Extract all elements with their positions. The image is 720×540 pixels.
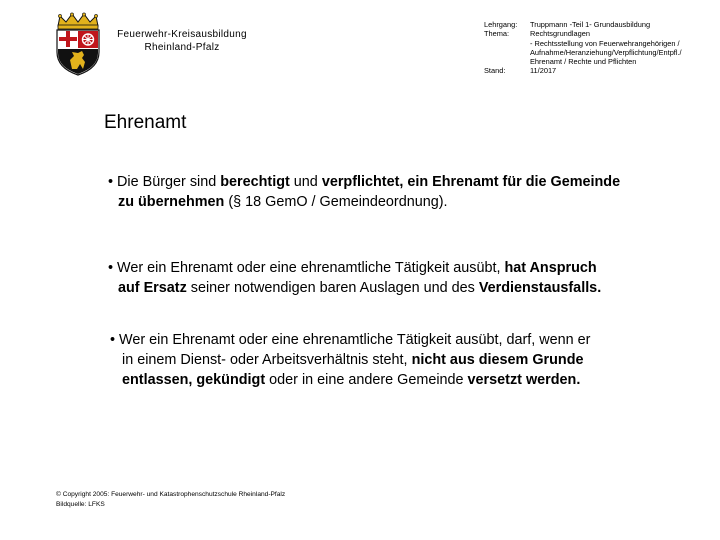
bullet-3-line-3: entlassen, gekündigt oder in eine andere Gemeinde versetzt werden. xyxy=(122,372,581,388)
topic-line-3: Aufnahme/Heranziehung/Verpflichtung/Entpfl./ xyxy=(530,47,682,57)
course-value: Truppmann -Teil 1- Grundausbildung xyxy=(530,20,651,29)
bullet-1-line-1: • Die Bürger sind berechtigt und verpflichtet, ein Ehrenamt für die Gemeinde xyxy=(108,174,621,190)
bullet-1-line-2: zu übernehmen (§ 18 GemO / Gemeindeordnung). xyxy=(118,194,448,210)
course-label: Lehrgang: xyxy=(484,20,518,29)
topic-label: Thema: xyxy=(484,29,510,39)
organization-name xyxy=(112,28,252,54)
bullet-2-line-1: • Wer ein Ehrenamt oder eine ehrenamtliche Tätigkeit ausübt, hat Anspruch xyxy=(108,260,597,276)
image-source-text: Bildquelle: LFKS xyxy=(56,500,105,508)
date-label: Stand: xyxy=(484,66,506,76)
slide-title: Ehrenamt xyxy=(104,112,187,133)
copyright-text: © Copyright 2005: Feuerwehr- und Katastrophenschutzschule Rheinland-Pfalz xyxy=(56,491,286,498)
org-line-1: Feuerwehr-Kreisausbildung xyxy=(117,29,247,40)
topic-line-4: Ehrenamt / Rechte und Pflichten xyxy=(530,57,637,67)
bullet-1 xyxy=(108,172,698,212)
date-value: 11/2017 xyxy=(530,66,557,76)
topic-line-2: - Rechtsstellung von Feuerwehrangehörigen / xyxy=(530,38,680,48)
footer xyxy=(56,490,285,509)
topic-value: Rechtsgrundlagen xyxy=(530,29,590,39)
bullet-2-line-2: auf Ersatz seiner notwendigen baren Auslagen und des Verdienstausfalls. xyxy=(118,280,602,296)
bullet-3-line-2: in einem Dienst- oder Arbeitsverhältnis steht, nicht aus diesem Grunde xyxy=(122,352,584,368)
org-line-2: Rheinland-Pfalz xyxy=(144,42,220,53)
coat-of-arms-icon xyxy=(52,12,104,76)
course-info xyxy=(484,20,716,76)
bullet-3 xyxy=(110,330,700,390)
bullet-2 xyxy=(108,258,698,298)
crown-icon xyxy=(58,13,98,29)
bullet-3-line-1: • Wer ein Ehrenamt oder eine ehrenamtliche Tätigkeit ausübt, darf, wenn er xyxy=(110,332,591,348)
